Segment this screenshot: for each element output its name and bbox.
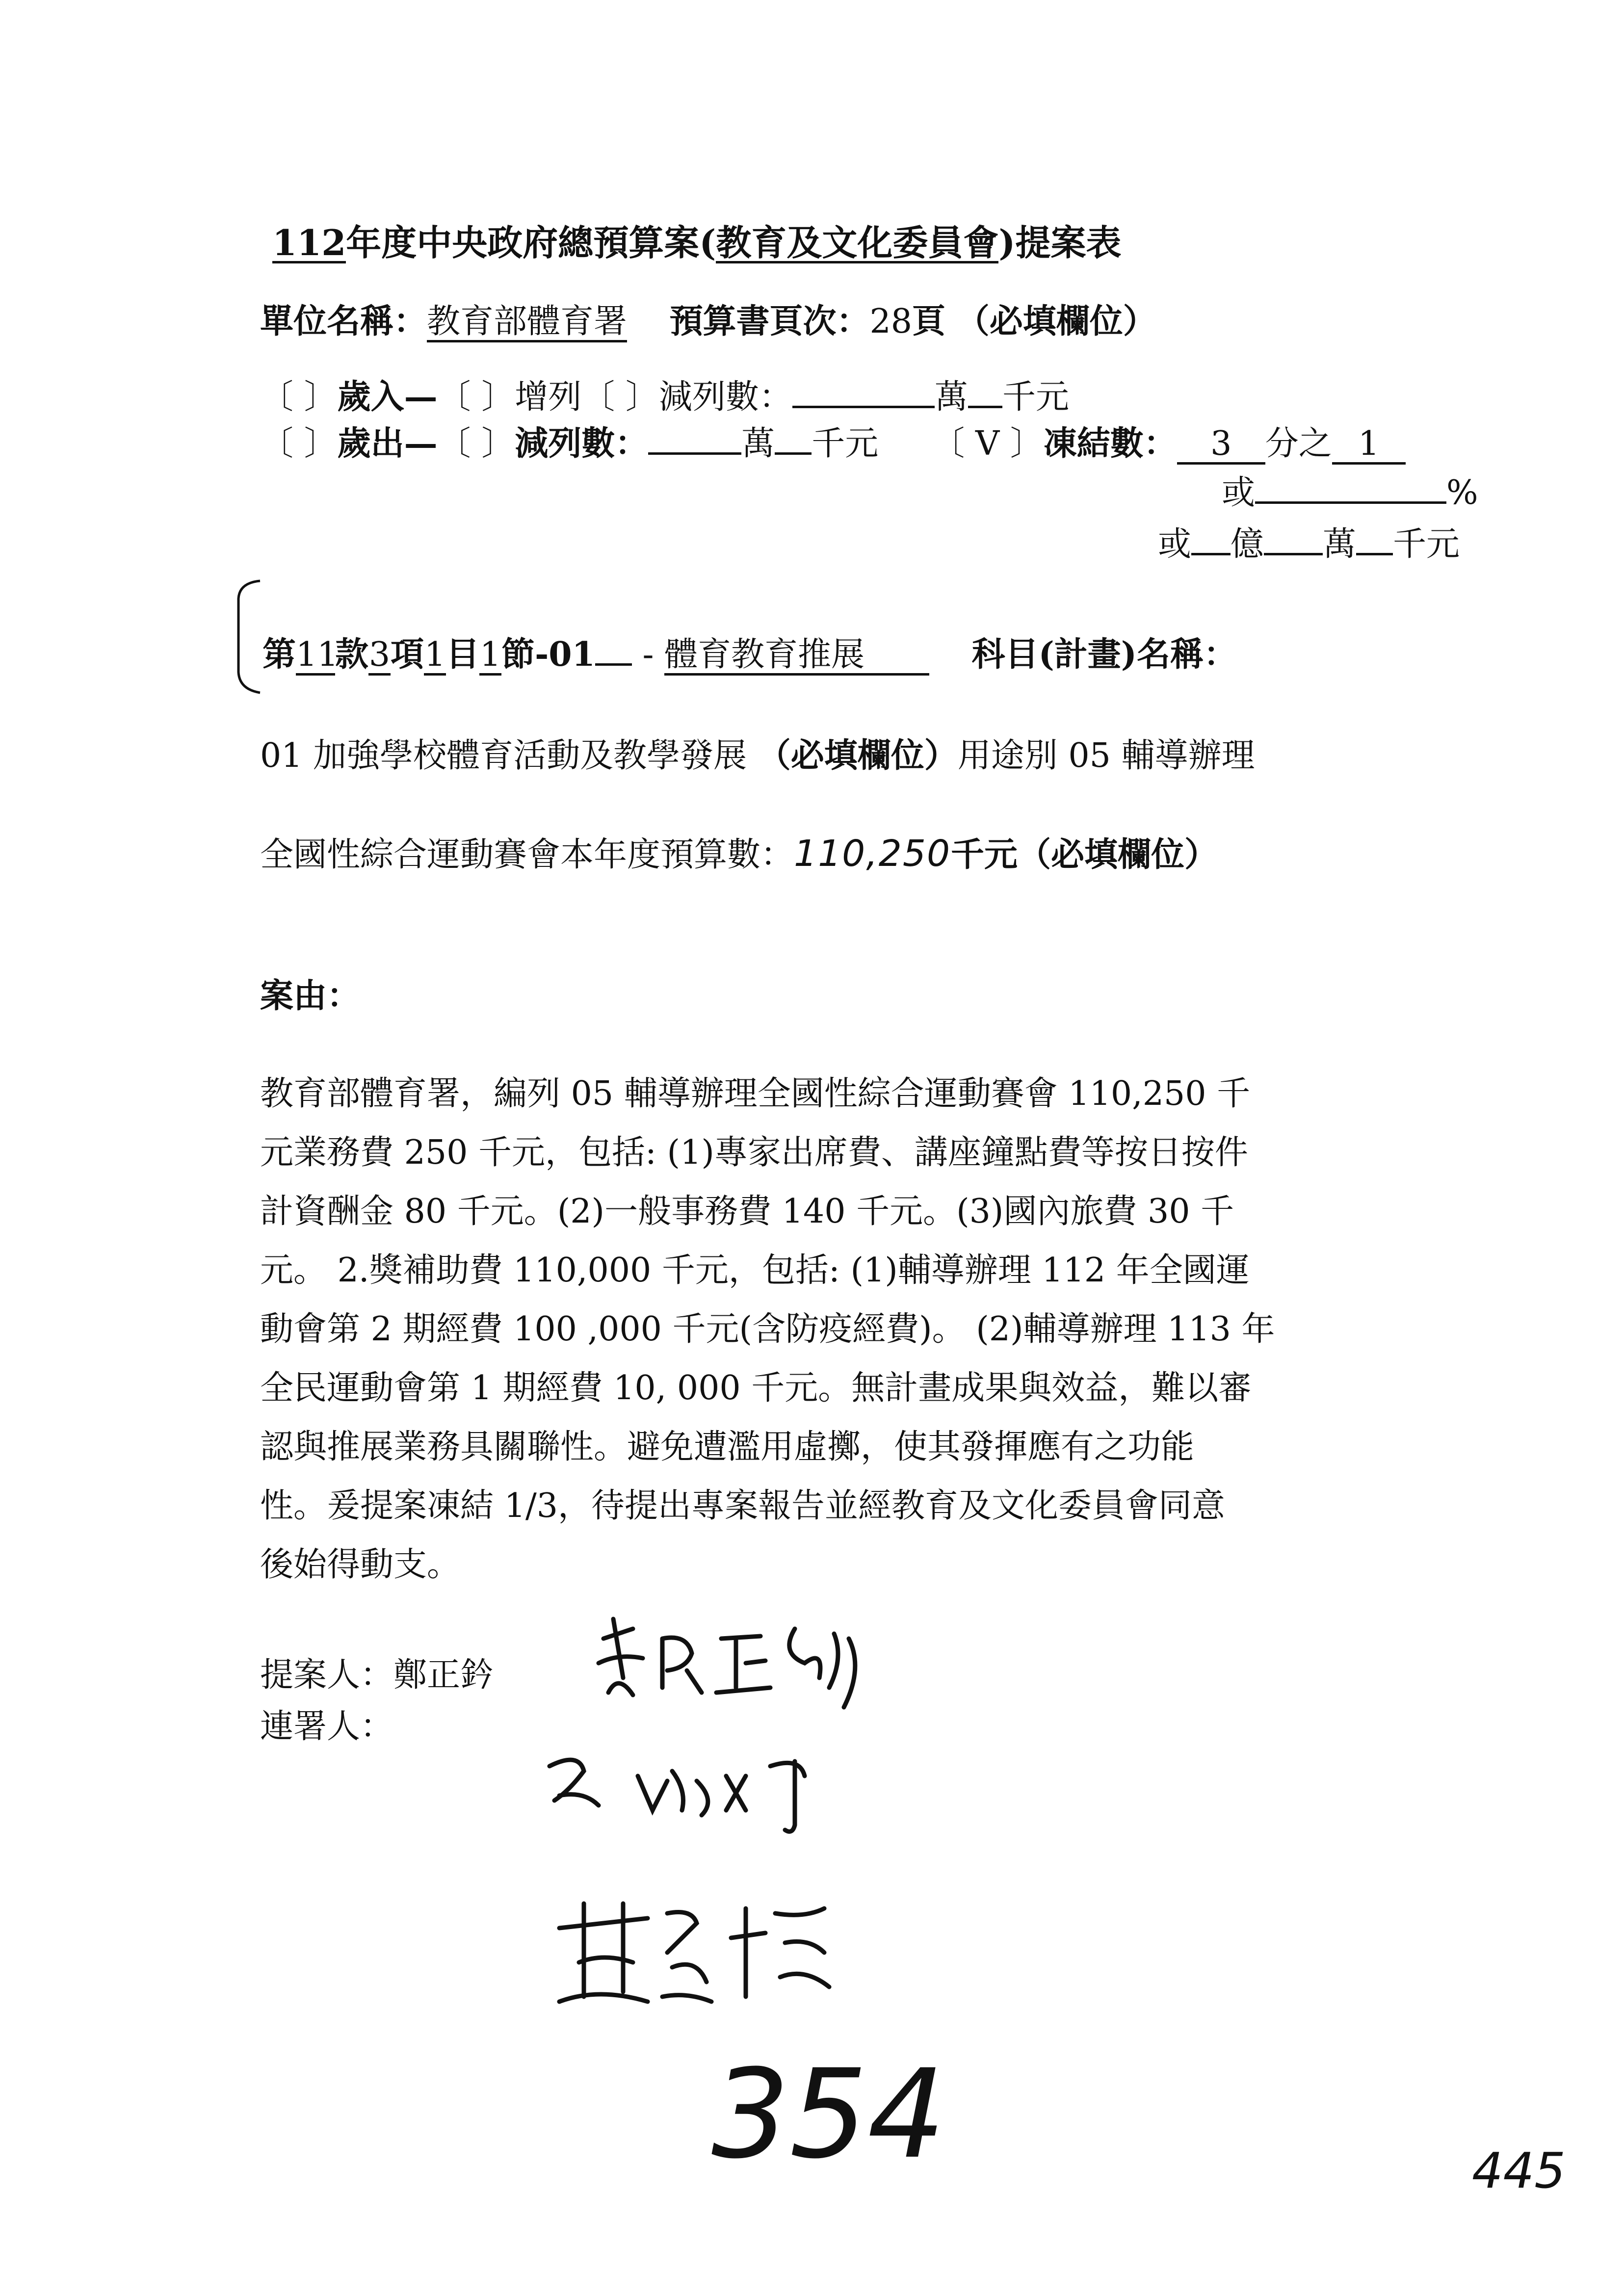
document-title: [272, 223, 1121, 263]
yi-label: 億: [1231, 525, 1264, 564]
percent-label: %: [1446, 473, 1478, 512]
checkbox: 〔 〕: [260, 424, 338, 463]
jie-value: 1: [479, 637, 501, 676]
blank-field: [595, 633, 632, 666]
checkbox: 〔 〕: [437, 378, 515, 417]
handwritten-number: 354: [711, 2043, 946, 2186]
page-number: 445: [1472, 2142, 1566, 2199]
expense-label: 歲出—: [337, 424, 438, 463]
name-label: 科目(計畫)名稱：: [971, 635, 1237, 674]
proposer-name: 鄭正鈐: [393, 1656, 494, 1695]
dash: -: [631, 635, 665, 674]
checkbox: 〔 〕: [260, 378, 338, 417]
or-label: 或: [1222, 473, 1256, 512]
title-text: 年度中央政府總預算案(: [346, 222, 716, 263]
reason-line: 教育部體育署，編列 05 輔導辦理全國性綜合運動賽會 110,250 千: [260, 1074, 1251, 1113]
kuan-value: 11: [296, 637, 335, 676]
qianyuan-label: 千元: [1393, 525, 1460, 564]
plan-line: [260, 736, 1255, 776]
handwritten-amount: 110,250: [794, 833, 951, 875]
required-tag: （必填欄位）: [1018, 835, 1218, 874]
blank-field: [1255, 471, 1446, 504]
reason-body: [260, 1065, 1398, 1594]
budget-line: [260, 834, 1218, 875]
required-tag: （必填欄位）: [956, 302, 1156, 341]
freeze-denominator: 3: [1177, 426, 1265, 465]
page-suffix: 頁: [912, 302, 946, 341]
mu-label: 目: [446, 635, 480, 674]
page-value: 28: [869, 302, 913, 341]
reason-line: 元業務費 250 千元，包括: (1)專家出席費、講座鐘點費等按日按件: [260, 1133, 1248, 1172]
revenue-label: 歲入—: [337, 377, 438, 417]
fen-zhi-label: 分之: [1265, 424, 1332, 463]
reason-line: 後始得動支。: [260, 1545, 461, 1584]
unit-label: 單位名稱：: [260, 302, 427, 341]
cosigner-signature-1: [540, 1737, 859, 1845]
or-percent-line: [1222, 471, 1478, 513]
unit-value: 教育部體育署: [427, 304, 627, 342]
blank-field: [648, 422, 741, 455]
budget-label: 全國性綜合運動賽會本年度預算數：: [260, 835, 794, 874]
required-tag: （必填欄位）: [757, 736, 958, 775]
xiang-value: 3: [368, 637, 391, 676]
title-suffix: )提案表: [998, 222, 1122, 263]
reason-line: 元。 2.獎補助費 110,000 千元，包括: (1)輔導辦理 112 年全國運: [260, 1251, 1250, 1290]
freeze-label: 凍結數：: [1043, 424, 1177, 463]
qianyuan-label: 千元: [812, 424, 879, 463]
checkbox: 〔 〕: [437, 424, 515, 463]
or-label: 或: [1158, 525, 1192, 564]
proposer-line: [260, 1656, 494, 1695]
reason-line: 動會第 2 期經費 100 ,000 千元(含防疫經費)。 (2)輔導辦理 113 年: [260, 1310, 1275, 1349]
blank-field: [775, 422, 812, 455]
qianyuan-label: 千元: [1002, 378, 1069, 417]
bracket-mark: [231, 579, 265, 697]
cosigner-label: 連署人：: [260, 1707, 394, 1746]
xiang-label: 項: [391, 635, 424, 674]
di-label: 第: [262, 635, 296, 674]
blank-field: [1264, 522, 1323, 555]
expense-line: [260, 422, 1406, 465]
blank-field: [968, 375, 1002, 408]
plan-text: 01 加強學校體育活動及教學發展: [260, 736, 758, 775]
reason-line: 認與推展業務具關聯性。避免遭濫用虛擲，使其發揮應有之功能: [260, 1428, 1195, 1466]
mu-value: 1: [424, 637, 446, 676]
checkbox-checked: 〔 V 〕: [931, 424, 1044, 463]
page-label: 預算書頁次：: [669, 302, 870, 341]
subject-line: [262, 633, 1237, 676]
reason-line: 計資酬金 80 千元。(2)一般事務費 140 千元。(3)國內旅費 30 千: [260, 1192, 1234, 1231]
freeze-numerator: 1: [1332, 426, 1406, 465]
decrease-label: 減列數：: [515, 424, 649, 463]
cosigner-signature-2: [550, 1889, 868, 2026]
blank-field: [792, 375, 935, 408]
or-amount-line: [1158, 522, 1460, 564]
blank-field: [1191, 522, 1231, 555]
decrease-label: 減列數：: [658, 378, 792, 417]
checkbox: 〔 〕: [581, 378, 659, 417]
title-year: 112: [272, 222, 346, 263]
proposer-label: 提案人：: [260, 1656, 394, 1695]
increase-label: 增列: [515, 378, 582, 417]
unit-line: [260, 302, 1156, 342]
usage-text: 用途別 05 輔導辦理: [957, 736, 1255, 775]
wan-label: 萬: [934, 378, 968, 417]
unit-label: 千元: [951, 835, 1018, 874]
reason-heading: 案由：: [260, 976, 361, 1016]
jie-label: 節-01: [501, 635, 595, 674]
program-name: 體育教育推展: [664, 637, 929, 676]
reason-line: 全民運動會第 1 期經費 10, 000 千元。無計畫成果與效益，難以審: [260, 1369, 1252, 1408]
wan-label: 萬: [741, 424, 775, 463]
revenue-line: [260, 375, 1069, 417]
title-committee: 教育及文化委員會: [716, 222, 999, 263]
kuan-label: 款: [335, 635, 369, 674]
wan-label: 萬: [1323, 525, 1357, 564]
reason-line: 性。爰提案凍結 1/3，待提出專案報告並經教育及文化委員會同意: [260, 1487, 1226, 1525]
proposer-signature: [589, 1609, 883, 1727]
blank-field: [1356, 522, 1393, 555]
